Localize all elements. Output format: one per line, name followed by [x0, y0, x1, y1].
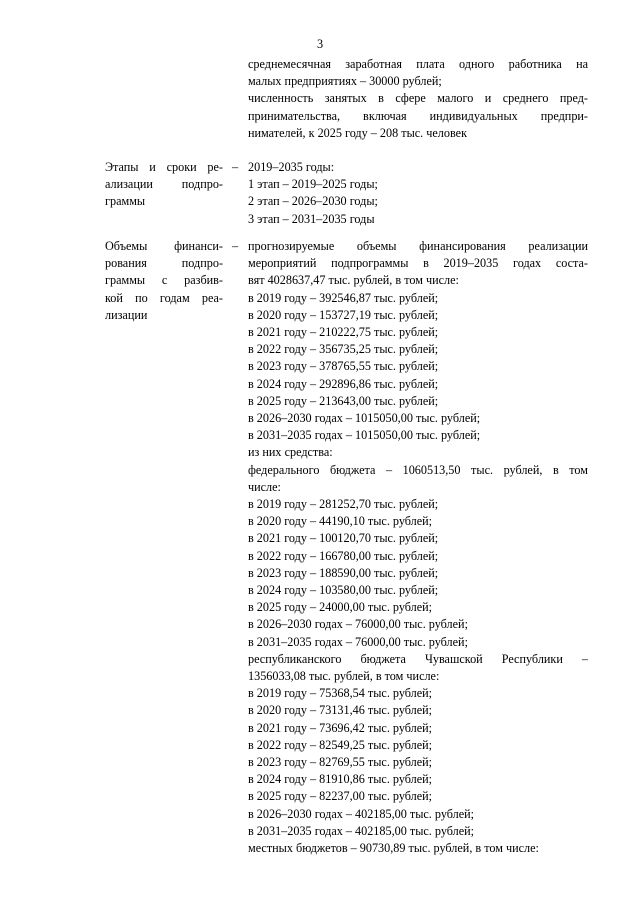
funding-line: в 2025 году – 82237,00 тыс. рублей; [248, 789, 433, 804]
funding-dash: – [232, 239, 239, 253]
stages-line: 1 этап – 2019–2025 годы; [248, 177, 378, 192]
stages-label-line: граммы [105, 194, 146, 209]
stages-label-line: ализации подпро- [105, 177, 223, 192]
funding-line: в 2019 году – 75368,54 тыс. рублей; [248, 686, 433, 701]
stages-dash: – [232, 160, 239, 174]
funding-line: в 2024 году – 103580,00 тыс. рублей; [248, 583, 439, 598]
funding-line: в 2022 году – 356735,25 тыс. рублей; [248, 342, 439, 357]
funding-line: федерального бюджета – 1060513,50 тыс. рублей, в том [248, 462, 588, 477]
funding-line: в 2020 году – 73131,46 тыс. рублей; [248, 703, 433, 718]
funding-line: в 2025 году – 24000,00 тыс. рублей; [248, 600, 433, 615]
funding-label-line: кой по годам реа- [105, 290, 223, 305]
funding-label-line: рования подпро- [105, 256, 223, 271]
stages-line: 2019–2035 годы: [248, 160, 335, 174]
funding-line: в 2019 году – 392546,87 тыс. рублей; [248, 290, 439, 305]
funding-line: в 2021 году – 73696,42 тыс. рублей; [248, 720, 433, 735]
funding-line: в 2026–2030 годах – 1015050,00 тыс. рублей; [248, 411, 481, 425]
intro-continuation [248, 56, 588, 142]
funding-line: в 2024 году – 292896,86 тыс. рублей; [248, 376, 439, 391]
funding-line: в 2021 году – 210222,75 тыс. рублей; [248, 324, 439, 339]
funding-line: в 2031–2035 годах – 402185,00 тыс. рублей; [248, 823, 475, 838]
funding-line: в 2031–2035 годах – 1015050,00 тыс. рублей; [248, 428, 481, 443]
funding-label-line: Объемы финанси- [105, 239, 223, 253]
funding-content [248, 238, 588, 857]
funding-line: в 2023 году – 378765,55 тыс. рублей; [248, 359, 439, 374]
funding-line: в 2024 году – 81910,86 тыс. рублей; [248, 772, 433, 787]
intro-line: нимателей, к 2025 году – 208 тыс. человек [248, 125, 467, 140]
funding-line: местных бюджетов – 90730,89 тыс. рублей, в том числе: [248, 841, 539, 856]
funding-line: в 2023 году – 82769,55 тыс. рублей; [248, 755, 433, 770]
stages-label-line: Этапы и сроки ре- [105, 160, 223, 174]
funding-line: мероприятий подпрограммы в 2019–2035 годах соста- [248, 256, 588, 271]
intro-line: малых предприятиях – 30000 рублей; [248, 74, 442, 89]
funding-line: в 2026–2030 годах – 76000,00 тыс. рублей; [248, 617, 468, 632]
funding-line: в 2021 году – 100120,70 тыс. рублей; [248, 531, 439, 546]
intro-line: численность занятых в сфере малого и среднего пред- [248, 91, 588, 106]
funding-line: в 2023 году – 188590,00 тыс. рублей; [248, 565, 439, 580]
funding-line: 1356033,08 тыс. рублей, в том числе: [248, 669, 440, 684]
funding-label-line: граммы с разбив- [105, 273, 223, 288]
stages-content [248, 159, 588, 228]
funding-line: в 2025 году – 213643,00 тыс. рублей; [248, 393, 439, 408]
stages-label [105, 159, 223, 211]
funding-line: в 2020 году – 44190,10 тыс. рублей; [248, 514, 433, 529]
stages-line: 2 этап – 2026–2030 годы; [248, 194, 378, 209]
funding-line: числе: [248, 479, 281, 494]
page-number: 3 [316, 37, 324, 51]
funding-line: в 2019 году – 281252,70 тыс. рублей; [248, 497, 439, 511]
funding-line: в 2022 году – 82549,25 тыс. рублей; [248, 737, 433, 752]
funding-line: из них средства: [248, 445, 333, 460]
funding-line: республиканского бюджета Чувашской Республики – [248, 651, 588, 666]
stages-line: 3 этап – 2031–2035 годы [248, 211, 375, 226]
funding-line: в 2022 году – 166780,00 тыс. рублей; [248, 548, 439, 563]
funding-line: вят 4028637,47 тыс. рублей, в том числе: [248, 273, 459, 288]
funding-line: в 2020 году – 153727,19 тыс. рублей; [248, 307, 439, 322]
funding-line: прогнозируемые объемы финансирования реализации [248, 239, 588, 253]
funding-line: в 2031–2035 годах – 76000,00 тыс. рублей; [248, 634, 468, 649]
intro-line: принимательства, включая индивидуальных предпри- [248, 108, 588, 123]
funding-label-line: лизации [105, 307, 148, 322]
funding-line: в 2026–2030 годах – 402185,00 тыс. рублей; [248, 806, 475, 821]
funding-label [105, 238, 223, 324]
intro-line: среднемесячная заработная плата одного работника на [248, 57, 588, 71]
